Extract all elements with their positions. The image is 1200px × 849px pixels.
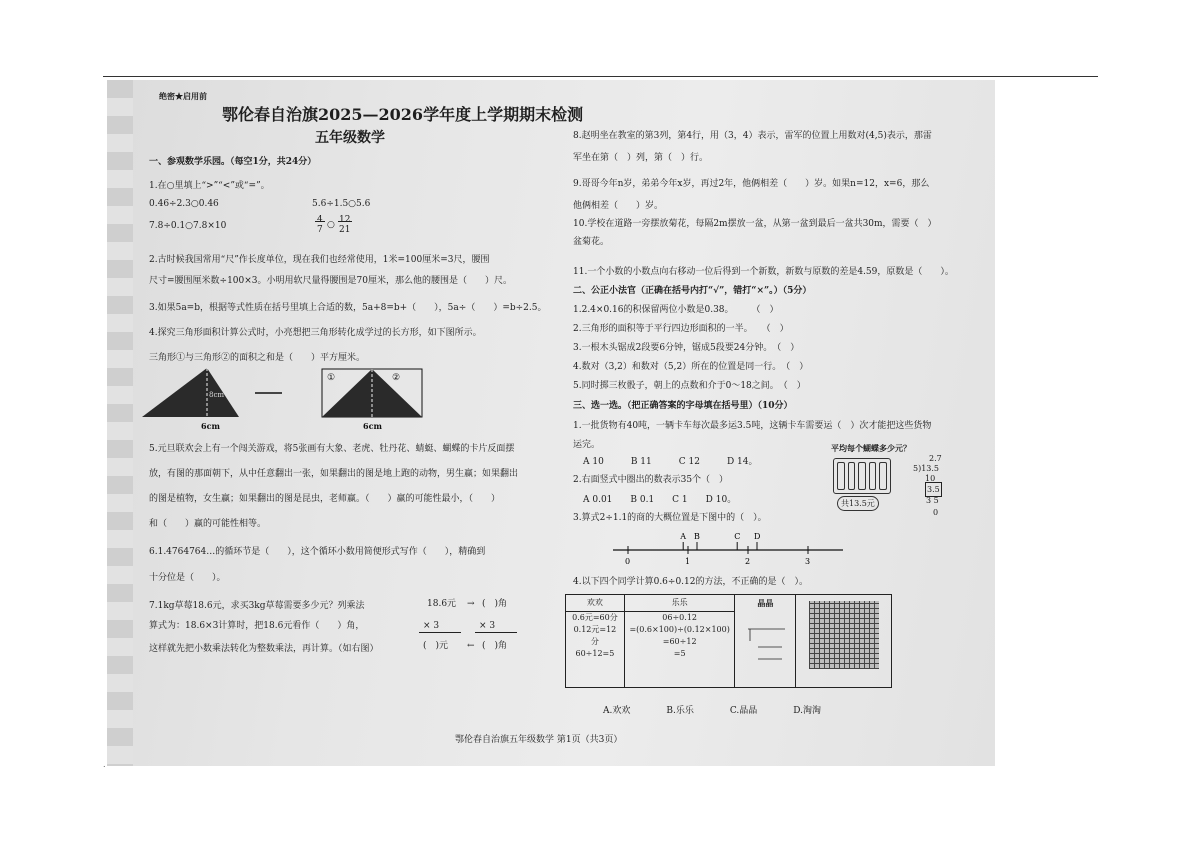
q8-line2: 军坐在第（ ）列，第（ ）行。 — [573, 153, 709, 163]
q7-r3-arrow: ← — [467, 641, 475, 651]
method-huanhuan-l1: 0.6元=60分 — [566, 611, 624, 624]
div-dividend: 5)13.5 — [913, 464, 940, 473]
binding-spine — [107, 80, 133, 766]
item-3 — [858, 462, 866, 490]
exam-subtitle: 五年级数学 — [315, 130, 385, 146]
item-1 — [837, 462, 845, 490]
method-lele-l4: =5 — [673, 649, 686, 658]
q1a: 0.46÷2.3○0.46 — [149, 199, 219, 209]
number-line-label: 1 — [685, 557, 691, 566]
number-line-point-label: C — [734, 532, 741, 541]
div-quotient: 2.7 — [929, 454, 942, 463]
q6-line1: 6.1.4764764…的循环节是（ ），这个循环小数用简便形式写作（ ），精确到 — [149, 547, 486, 557]
q1d-num2: 12 — [339, 215, 351, 225]
method-jingjing — [735, 595, 796, 687]
fig-base-right: 6cm — [363, 421, 382, 431]
q1d-num1: 4 — [317, 215, 323, 225]
shopping-picture — [831, 442, 966, 522]
section-2-heading: 二、公正小法官（正确在括号内打“√”，错打“×”。）（5分） — [573, 286, 812, 296]
choice-2-options: A 0.01 B 0.1 C 1 D 10。 — [583, 495, 737, 505]
q5-line1: 5.元旦联欢会上有一个闯关游戏，将5张画有大象、老虎、牡丹花、蜻蜓、蝴蝶的卡片反面摆 — [149, 444, 515, 454]
number-line — [608, 528, 848, 568]
choice-1-line1: 1.一批货物有40吨，一辆卡车每次最多运3.5吨，这辆卡车需要运（ ）次才能把这些货物 — [573, 421, 932, 431]
fig-base-left: 6cm — [201, 421, 220, 431]
q1c: 7.8÷0.1○7.8×10 — [149, 221, 227, 231]
secret-label: 绝密★启用前 — [159, 91, 207, 101]
q7-r1-arrow: → — [467, 599, 475, 609]
right-page — [573, 80, 993, 766]
item-5 — [879, 462, 887, 490]
judge-4: 4.数对（3,2）和数对（5,2）所在的位置是同一行。 （ ） — [573, 362, 809, 372]
q7-line1: 7.1kg草莓18.6元，求买3kg草莓需要多少元？列乘法 — [149, 601, 365, 611]
taotao-grid — [809, 601, 879, 669]
number-line-point-label: A — [680, 532, 686, 541]
number-line-point-label: B — [694, 532, 700, 541]
q11-text: 11.一个小数的小数点向右移动一位后得到一个新数，新数与原数的差是4.59，原数是（ ）。 — [573, 267, 954, 277]
q1b: 5.6÷1.5○5.6 — [312, 199, 371, 209]
q10-line1: 10.学校在道路一旁摆放菊花，每隔2m摆放一盆，从第一盆到最后一盆共30m，需要（ ） — [573, 219, 937, 229]
section-1-heading: 一、参观数学乐园。（每空1分，共24分） — [149, 157, 317, 167]
triangle-left — [142, 368, 239, 417]
jingjing-long-division — [740, 609, 790, 669]
choice-2-text: 2.右面竖式中圈出的数表示35个（ ） — [573, 475, 729, 485]
method-lele — [625, 595, 736, 687]
div-step2: 3 5 — [926, 496, 939, 505]
q1d-den2: 21 — [339, 225, 351, 235]
left-page — [137, 80, 584, 766]
choice-4-text: 4.以下四个同学计算0.6÷0.12的方法，不正确的是（ ）。 — [573, 577, 808, 587]
triangle-figure — [137, 365, 437, 435]
exam-photo — [107, 80, 995, 766]
div-step1: 10 — [925, 474, 936, 483]
q7-r3a: ( )元 — [423, 641, 449, 651]
fig-circle-2: ② — [392, 373, 401, 383]
q9-line2: 他俩相差（ ）岁。 — [573, 201, 664, 211]
number-line-label: 2 — [745, 557, 751, 566]
judge-3: 3.一根木头锯成2段要6分钟，锯成5段要24分钟。 （ ） — [573, 343, 800, 353]
item-4 — [869, 462, 877, 490]
q2-line2: 尺寸=腰围厘米数÷100×3。小明用软尺量得腰围是70厘米，那么他的腰围是（ ）尺。 — [149, 276, 512, 286]
section-3-heading: 三、选一选。（把正确答案的字母填在括号里）（10分） — [573, 401, 793, 411]
q7-r2b: × 3 — [479, 621, 496, 631]
q5-line3: 的图是植物，女生赢；如果翻出的图是昆虫，老师赢。（ ）赢的可能性最小，（ ） — [149, 494, 501, 504]
q2-line1: 2.古时候我国常用“尺”作长度单位，现在我们也经常使用，1米=100厘米=3尺，腰围 — [149, 255, 490, 265]
method-huanhuan — [566, 595, 625, 687]
item-row — [833, 458, 891, 494]
q6-line2: 十分位是（ ）。 — [149, 573, 226, 583]
q5-line2: 放，有图的那面朝下，从中任意翻出一张，如果翻出的图是地上跑的动物，男生赢；如果翻出 — [149, 469, 519, 479]
q5-line4: 和（ ）赢的可能性相等。 — [149, 519, 267, 529]
judge-5: 5.同时掷三枚骰子，朝上的点数和介于0～18之间。 （ ） — [573, 381, 806, 391]
q1d-fractions — [317, 214, 377, 244]
number-line-point-label: D — [754, 532, 761, 541]
method-huanhuan-l3: 分 — [590, 637, 599, 646]
method-huanhuan-l4: 60÷12=5 — [575, 649, 615, 658]
method-taotao — [796, 595, 891, 687]
q7-r1a: 18.6元 — [427, 599, 457, 609]
q7-line2: 算式为：18.6×3计算时，把18.6元看作（ ）角， — [149, 621, 365, 631]
div-circled: 3.5 — [925, 482, 942, 497]
choice-3-text: 3.算式2÷1.1的商的大概位置是下图中的（ ）。 — [573, 513, 767, 523]
page-footer: 鄂伦春自治旗五年级数学 第1页（共3页） — [455, 735, 623, 745]
q7-r1b: ( )角 — [482, 599, 508, 609]
q1-text: 1.在○里填上“>”“<”或“=”。 — [149, 181, 270, 191]
q8-line1: 8.赵明坐在教室的第3列，第4行，用（3，4）表示，雷军的位置上用数对(4,5)表示，那雷 — [573, 131, 932, 141]
method-huanhuan-name: 欢欢 — [586, 598, 603, 607]
picture-total: 共13.5元 — [837, 496, 879, 511]
q9-line1: 9.哥哥今年n岁，弟弟今年x岁，再过2年，他俩相差（ ）岁。如果n=12，x=6，那么 — [573, 179, 930, 189]
choice-1-line2: 运完。 — [573, 440, 601, 450]
method-lele-l1: 06÷0.12 — [625, 611, 735, 624]
top-rule — [103, 76, 1098, 77]
q1d-den1: 7 — [317, 225, 323, 235]
method-lele-l2: =(0.6×100)÷(0.12×100) — [629, 625, 730, 634]
q3-text: 3.如果5a=b，根据等式性质在括号里填上合适的数，5a+8=b+（ ），5a÷（ ）=b÷2.5。 — [149, 303, 547, 313]
page-dot: . — [103, 760, 106, 769]
method-table — [565, 594, 892, 688]
choice-1-options: A 10 B 11 C 12 D 14。 — [583, 457, 758, 467]
method-lele-name: 乐乐 — [671, 598, 688, 607]
fig-circle-1: ① — [327, 373, 336, 383]
number-line-label: 3 — [805, 557, 811, 566]
number-line-label: 0 — [625, 557, 631, 566]
q7-r3b: ( )角 — [482, 641, 508, 651]
q4-line1: 4.探究三角形面积计算公式时，小亮想把三角形转化成学过的长方形，如下图所示。 — [149, 328, 482, 338]
q4-line2: 三角形①与三角形②的面积之和是（ ）平方厘米。 — [149, 353, 366, 363]
method-jingjing-name: 晶晶 — [757, 598, 774, 608]
q1d-op: ○ — [327, 220, 335, 230]
fig-height-label: 8cm — [209, 391, 225, 399]
method-lele-l3: =60÷12 — [662, 637, 697, 646]
item-2 — [848, 462, 856, 490]
choice-4-options: A.欢欢 B.乐乐 C.晶晶 D.淘淘 — [603, 706, 822, 716]
q10-line2: 盆菊花。 — [573, 237, 610, 247]
q7-calc-figure — [417, 594, 532, 656]
exam-title: 鄂伦春自治旗2025—2026学年度上学期期末检测 — [222, 105, 584, 124]
judge-1: 1.2.4×0.16的积保留两位小数是0.38。 （ ） — [573, 305, 779, 315]
method-huanhuan-l2: 0.12元=12 — [573, 625, 617, 634]
q7-r2a: × 3 — [423, 621, 440, 631]
q7-line3: 这样就先把小数乘法转化为整数乘法，再计算。（如右图） — [149, 644, 379, 654]
judge-2: 2.三角形的面积等于平行四边形面积的一半。 （ ） — [573, 324, 789, 334]
picture-title: 平均每个蝴蝶多少元？ — [831, 443, 911, 453]
div-remainder: 0 — [933, 508, 939, 517]
